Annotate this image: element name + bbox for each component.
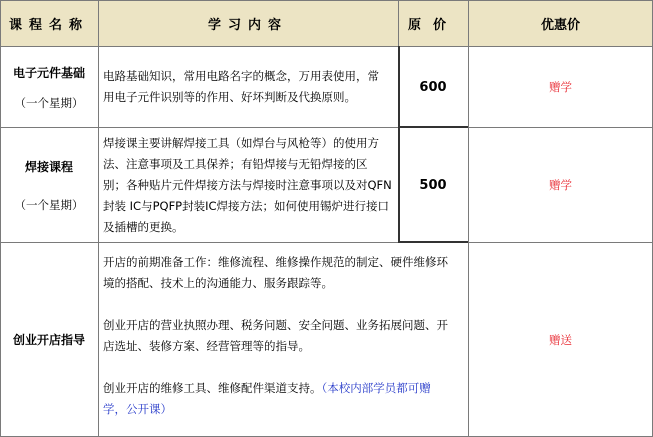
price-electronics: 600 [419,79,447,95]
course-duration: （一个星期） [14,95,84,110]
content-line: 电路基础知识，常用电路名字的概念，万用表使用，常 [103,69,379,83]
course-title: 焊接课程 [24,159,73,174]
course-title: 创业开店指导 [12,333,85,347]
course-name-electronics [0,47,98,127]
discount-soldering: 赠学 [549,178,572,192]
content-line: 别；各种贴片元件焊接方法与焊接时注意事项以及对QFN [103,178,392,192]
note-text: 学，公开课） [103,402,172,416]
course-content-soldering [99,133,398,238]
content-line: 创业开店的营业执照办理、税务问题、安全问题、业务拓展问题、开 [103,318,448,332]
content-line: 店选址、装修方案、经营管理等的指导。 [103,339,310,353]
header-course: 课程名称 [8,17,89,33]
content-line: 用电子元件识别等的作用、好坏判断及代换原则。 [103,90,356,104]
course-name-soldering [0,128,98,242]
content-line: 开店的前期准备工作：维修流程、维修操作规范的制定、硬件维修环 [103,255,448,269]
header-price: 原价 [407,17,458,33]
price-soldering: 500 [419,177,447,193]
course-duration: （一个星期） [14,197,84,212]
course-content-business [99,252,468,420]
content-line: 焊接课主要讲解焊接工具（如焊台与风枪等）的使用方 [103,136,379,150]
content-line: 法、注意事项及工具保养；有铅焊接与无铅焊接的区 [103,157,368,171]
note-text: （本校内部学员都可赠 [321,381,431,395]
header-content: 学习内容 [207,17,288,33]
course-content-electronics [99,66,398,108]
content-text: 创业开店的维修工具、维修配件渠道支持。 [103,381,322,395]
course-name-business [0,243,98,436]
content-line: 境的搭配、技术上的沟通能力、服务跟踪等。 [103,276,333,290]
content-line [103,378,464,399]
content-line: 及插槽的更换。 [103,220,184,234]
content-line: 封装 IC与PQFP封装IC焊接方法；如何使用锡炉进行接口 [103,199,390,213]
discount-business: 赠送 [549,332,572,347]
discount-electronics: 赠学 [549,80,572,94]
course-title: 电子元件基础 [12,65,85,80]
header-discount: 优惠价 [540,17,580,33]
